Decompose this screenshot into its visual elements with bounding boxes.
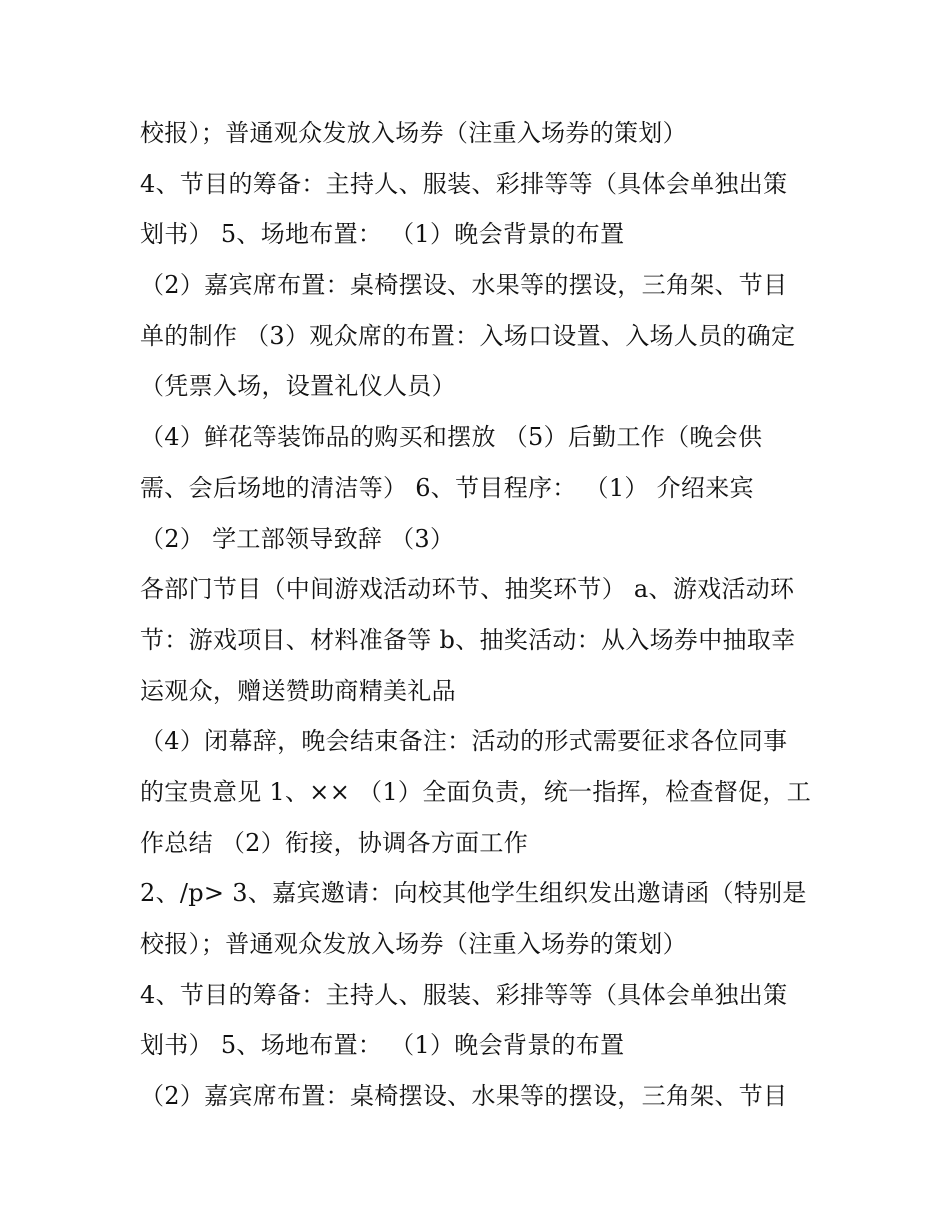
text-line: （2）嘉宾席布置：桌椅摆设、水果等的摆设，三角架、节目: [140, 1082, 788, 1111]
text-line: 4、节目的筹备：主持人、服装、彩排等等（具体会单独出策: [140, 980, 788, 1009]
text-line: （2）嘉宾席布置：桌椅摆设、水果等的摆设，三角架、节目: [140, 271, 788, 300]
text-line: 校报）；普通观众发放入场券（注重入场券的策划）: [140, 119, 687, 147]
text-line: 的宝贵意见 1、×× （1）全面负责，统一指挥，检查督促，工: [140, 777, 812, 806]
text-line: 节：游戏项目、材料准备等 b、抽奖活动：从入场券中抽取幸: [140, 625, 796, 654]
text-line: （2） 学工部领导致辞 （3）: [140, 524, 455, 553]
text-line: （4）闭幕辞，晚会结束备注：活动的形式需要征求各位同事: [140, 727, 788, 756]
text-line: 4、节目的筹备：主持人、服装、彩排等等（具体会单独出策: [140, 169, 788, 198]
text-line: 单的制作 （3）观众席的布置：入场口设置、入场人员的确定: [140, 321, 796, 350]
text-line: 校报）；普通观众发放入场券（注重入场券的策划）: [140, 930, 687, 958]
text-line: 需、会后场地的清洁等） 6、节目程序： （1） 介绍来宾: [140, 473, 754, 502]
text-line: （凭票入场，设置礼仪人员）: [140, 372, 456, 401]
text-line: 作总结 （2）衔接，协调各方面工作: [140, 828, 528, 857]
text-line: 划书） 5、场地布置： （1）晚会背景的布置: [140, 220, 625, 249]
text-line: （4）鲜花等装饰品的购买和摆放 （5）后勤工作（晚会供: [140, 423, 763, 452]
document-body: [140, 108, 820, 1122]
text-line: 2、/p> 3、嘉宾邀请：向校其他学生组织发出邀请函（特别是: [140, 879, 807, 908]
text-line: 各部门节目（中间游戏活动环节、抽奖环节） a、游戏活动环: [140, 575, 795, 604]
text-line: 运观众，赠送赞助商精美礼品: [140, 676, 456, 705]
text-line: 划书） 5、场地布置： （1）晚会背景的布置: [140, 1031, 625, 1060]
